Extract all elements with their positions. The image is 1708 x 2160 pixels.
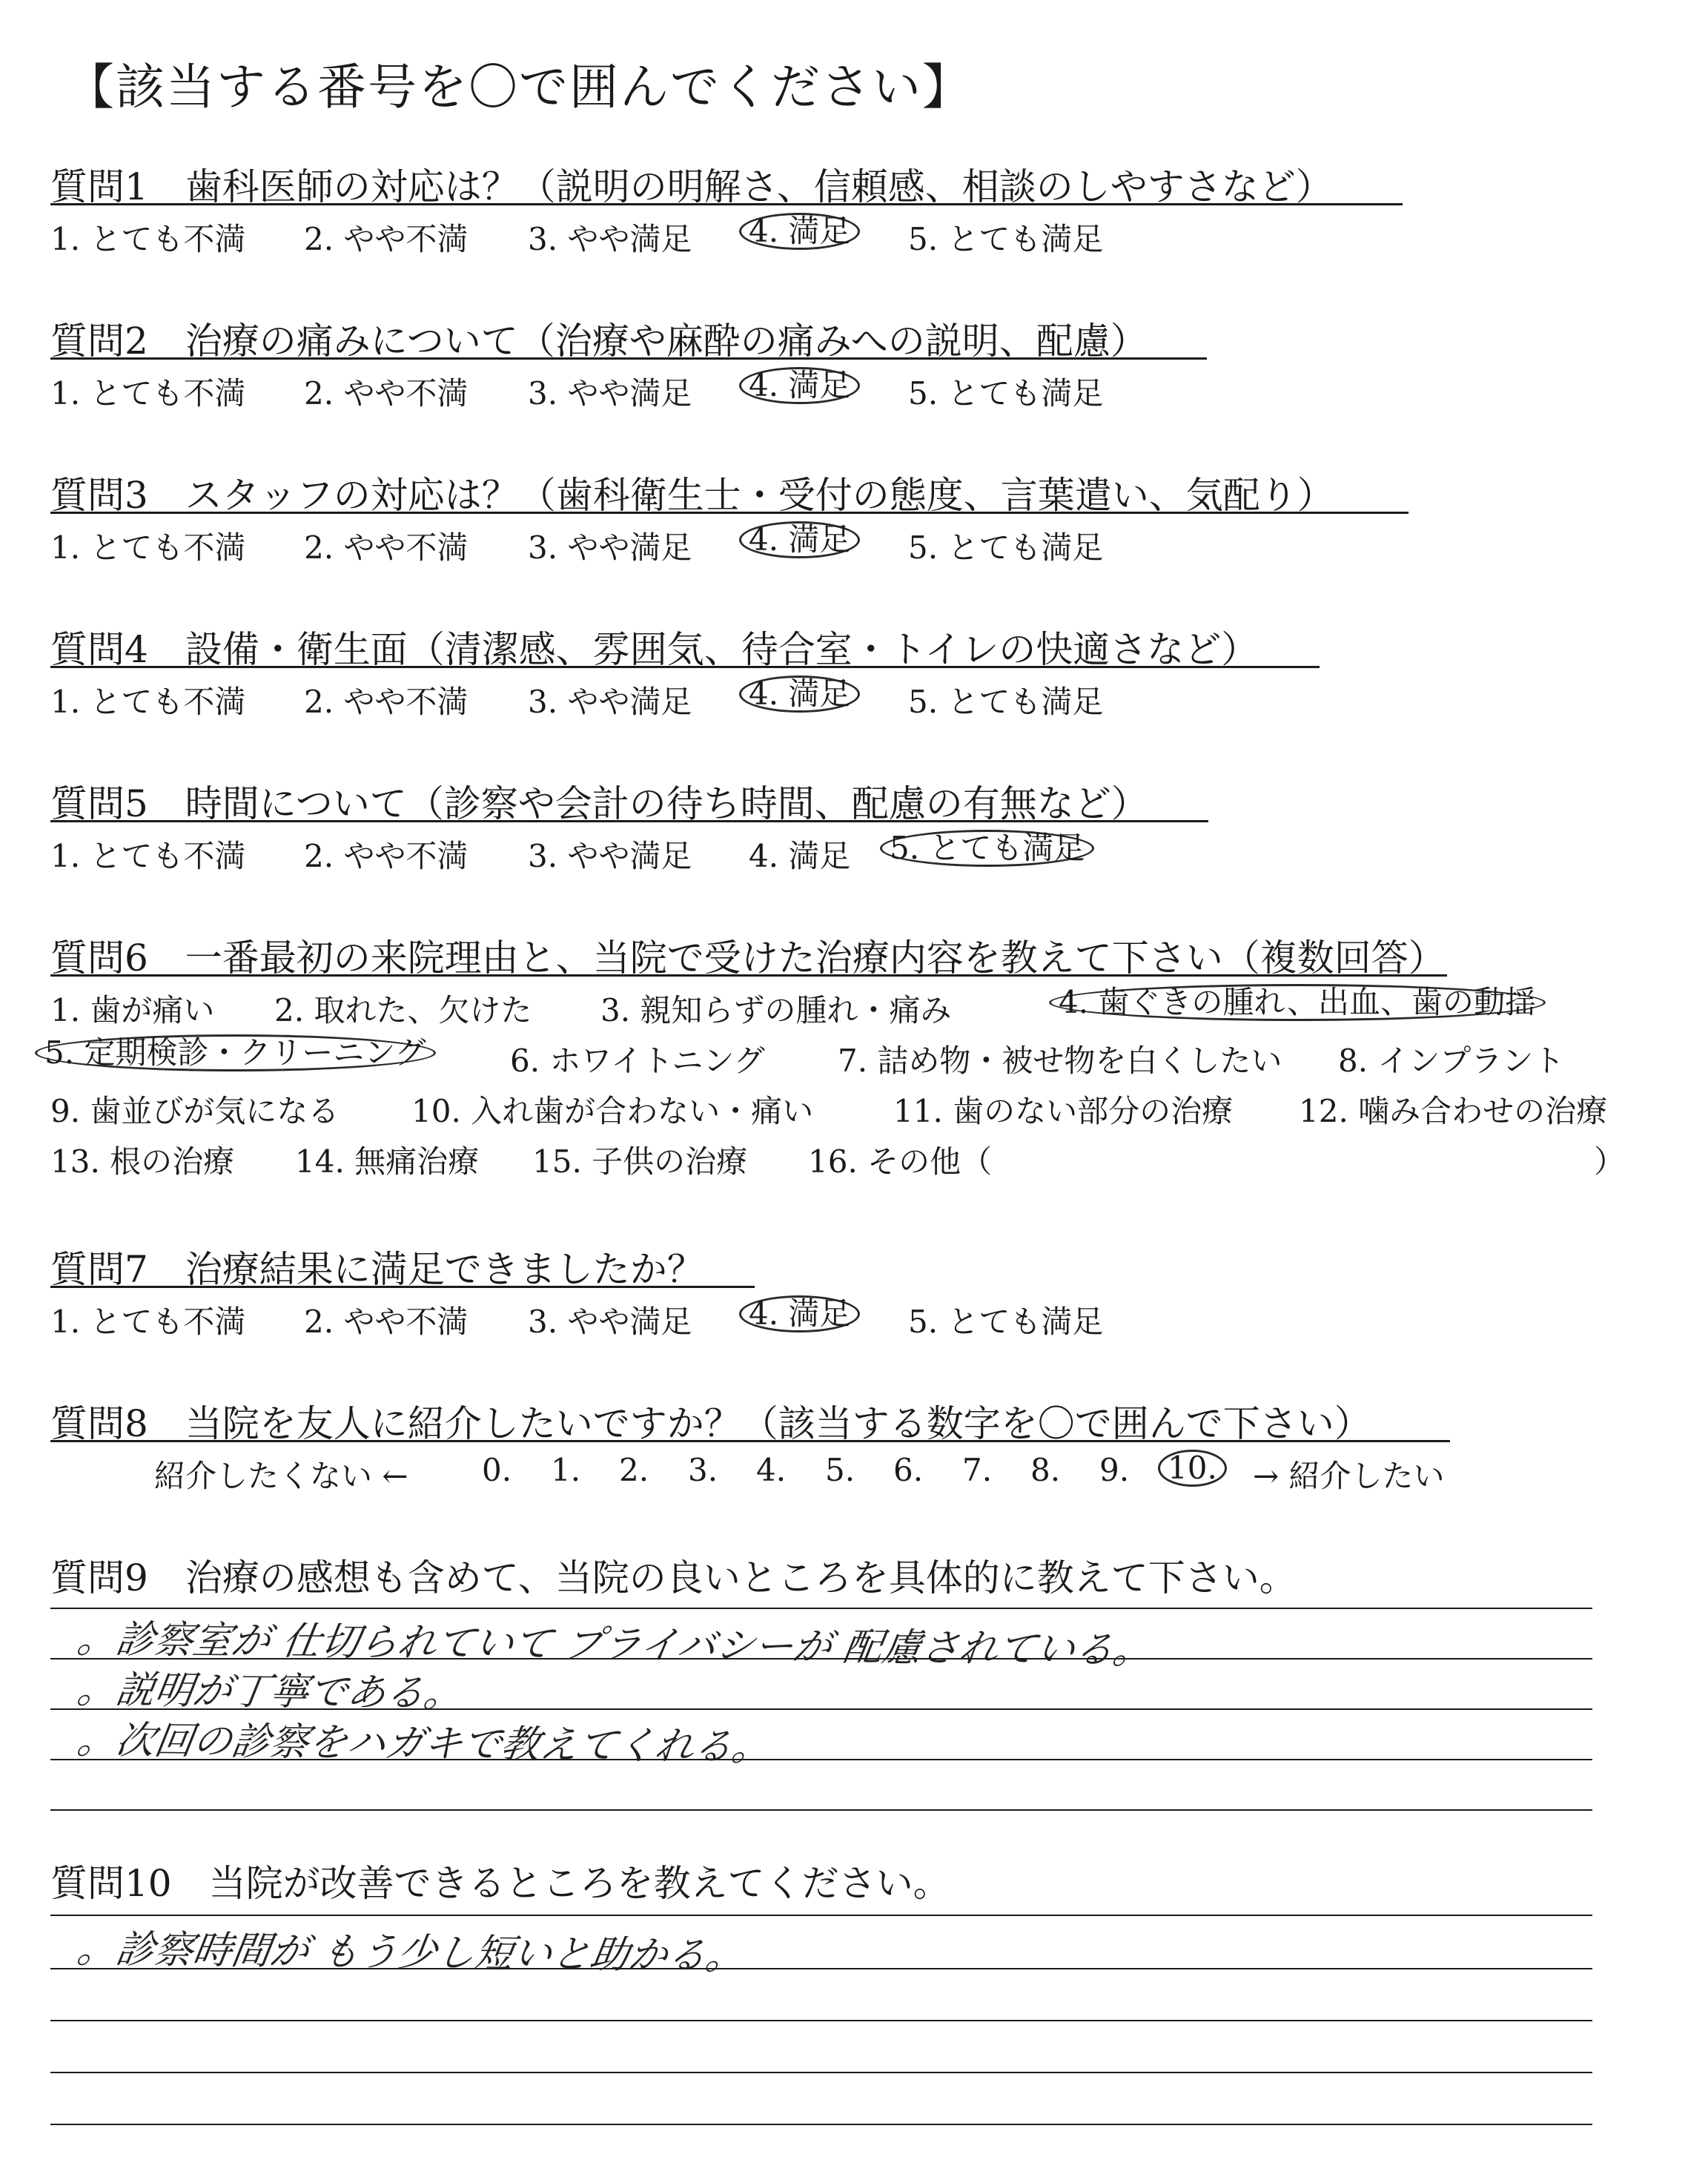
q7-option-4[interactable]: 4. 満足 bbox=[739, 1295, 860, 1332]
q5-option-3[interactable]: 3. やや満足 bbox=[528, 838, 692, 874]
q10-rule-3 bbox=[50, 2020, 1592, 2021]
q3-underline bbox=[50, 512, 1409, 514]
q1-option-3[interactable]: 3. やや満足 bbox=[528, 221, 692, 257]
q4-option-2[interactable]: 2. やや不満 bbox=[304, 684, 469, 720]
instruction-heading: 【該当する番号を〇で囲んでください】 bbox=[65, 59, 973, 116]
q8-scale-3[interactable]: 3. bbox=[688, 1452, 718, 1488]
q7-option-1[interactable]: 1. とても不満 bbox=[50, 1304, 246, 1340]
q2-heading: 質問2 治療の痛みについて（治療や麻酔の痛みへの説明、配慮） bbox=[50, 320, 1148, 363]
q5-underline bbox=[50, 820, 1208, 822]
q6-heading: 質問6 一番最初の来院理由と、当院で受けた治療内容を教えて下さい（複数回答） bbox=[50, 937, 1446, 980]
q7-option-5[interactable]: 5. とても満足 bbox=[908, 1304, 1104, 1340]
q5-heading: 質問5 時間について（診察や会計の待ち時間、配慮の有無など） bbox=[50, 782, 1148, 825]
q2-option-1[interactable]: 1. とても不満 bbox=[50, 375, 246, 412]
q6-option-4[interactable]: 4. 歯ぐきの腫れ、出血、歯の動揺 bbox=[1049, 984, 1546, 1021]
q8-scale-4[interactable]: 4. bbox=[756, 1452, 787, 1488]
q10-rule-4 bbox=[50, 2072, 1592, 2073]
q8-scale-10[interactable]: 10. bbox=[1158, 1450, 1227, 1487]
q4-option-5[interactable]: 5. とても満足 bbox=[908, 684, 1104, 720]
q8-heading: 質問8 当院を友人に紹介したいですか？（該当する数字を〇で囲んで下さい） bbox=[50, 1402, 1371, 1445]
q1-option-4[interactable]: 4. 満足 bbox=[739, 213, 860, 250]
q7-heading: 質問7 治療結果に満足できましたか？ bbox=[50, 1248, 704, 1291]
q6-option-5[interactable]: 5. 定期検診・クリーニング bbox=[35, 1034, 436, 1071]
q6-option-3[interactable]: 3. 親知らずの腫れ・痛み bbox=[600, 992, 952, 1028]
q6-option-14[interactable]: 14. 無痛治療 bbox=[295, 1143, 480, 1180]
q8-scale-1[interactable]: 1. bbox=[551, 1452, 581, 1488]
q8-scale-9[interactable]: 9. bbox=[1099, 1452, 1130, 1488]
q8-scale-7[interactable]: 7. bbox=[962, 1452, 993, 1488]
q9-answer-3: 。次回の診察をハガキで教えてくれる。 bbox=[74, 1718, 774, 1770]
q1-heading: 質問1 歯科医師の対応は？（説明の明解さ、信頼感、相談のしやすさなど） bbox=[50, 165, 1333, 208]
q5-option-4[interactable]: 4. 満足 bbox=[749, 838, 851, 874]
q10-rule-5 bbox=[50, 2124, 1592, 2125]
q2-option-2[interactable]: 2. やや不満 bbox=[304, 375, 469, 412]
q2-option-5[interactable]: 5. とても満足 bbox=[908, 375, 1104, 412]
q2-underline bbox=[50, 357, 1207, 360]
q10-heading: 質問10 当院が改善できるところを教えてください。 bbox=[50, 1862, 950, 1905]
q3-option-5[interactable]: 5. とても満足 bbox=[908, 529, 1104, 566]
q6-option-11[interactable]: 11. 歯のない部分の治療 bbox=[893, 1093, 1234, 1129]
q8-underline bbox=[50, 1440, 1450, 1442]
q8-left-label: 紹介したくない ← bbox=[154, 1458, 408, 1494]
q4-underline bbox=[50, 666, 1320, 668]
q8-right-label: → 紹介したい bbox=[1253, 1458, 1445, 1494]
q6-option-13[interactable]: 13. 根の治療 bbox=[50, 1143, 235, 1180]
q5-option-1[interactable]: 1. とても不満 bbox=[50, 838, 246, 874]
q9-rule-5 bbox=[50, 1809, 1592, 1811]
q6-option-12[interactable]: 12. 噛み合わせの治療 bbox=[1299, 1093, 1608, 1129]
q1-underline bbox=[50, 203, 1403, 205]
q5-option-2[interactable]: 2. やや不満 bbox=[304, 838, 469, 874]
q6-option-6[interactable]: 6. ホワイトニング bbox=[510, 1043, 765, 1079]
q6-option-10[interactable]: 10. 入れ歯が合わない・痛い bbox=[411, 1093, 814, 1129]
q7-option-2[interactable]: 2. やや不満 bbox=[304, 1304, 469, 1340]
q9-heading: 質問9 治療の感想も含めて、当院の良いところを具体的に教えて下さい。 bbox=[50, 1556, 1297, 1599]
q7-underline bbox=[50, 1286, 755, 1288]
q1-option-5[interactable]: 5. とても満足 bbox=[908, 221, 1104, 257]
q6-option-8[interactable]: 8. インプラント bbox=[1338, 1043, 1565, 1079]
q6-option-1[interactable]: 1. 歯が痛い bbox=[50, 992, 215, 1028]
q8-scale-0[interactable]: 0. bbox=[482, 1452, 512, 1488]
q4-heading: 質問4 設備・衛生面（清潔感、雰囲気、待合室・トイレの快適さなど） bbox=[50, 628, 1259, 671]
q6-option-16[interactable]: 16. その他（ bbox=[808, 1143, 993, 1180]
q4-option-1[interactable]: 1. とても不満 bbox=[50, 684, 246, 720]
q6-option-15[interactable]: 15. 子供の治療 bbox=[532, 1143, 748, 1180]
q3-option-4[interactable]: 4. 満足 bbox=[739, 521, 860, 558]
q6-other-close-paren: ） bbox=[1594, 1143, 1626, 1180]
q2-option-4[interactable]: 4. 満足 bbox=[739, 367, 860, 404]
q9-rule-3 bbox=[50, 1708, 1592, 1710]
q10-answer-1: 。診察時間が もう少し短いと助かる。 bbox=[74, 1927, 748, 1979]
q3-option-1[interactable]: 1. とても不満 bbox=[50, 529, 246, 566]
q6-underline bbox=[50, 974, 1447, 977]
q10-rule-2 bbox=[50, 1968, 1592, 1969]
q1-option-1[interactable]: 1. とても不満 bbox=[50, 221, 246, 257]
q4-option-4[interactable]: 4. 満足 bbox=[739, 676, 860, 713]
q9-answer-2: 。説明が丁寧である。 bbox=[74, 1668, 466, 1717]
q6-option-7[interactable]: 7. 詰め物・被せ物を白くしたい bbox=[838, 1043, 1282, 1079]
q6-option-2[interactable]: 2. 取れた、欠けた bbox=[274, 992, 532, 1028]
q8-scale-8[interactable]: 8. bbox=[1030, 1452, 1061, 1488]
q7-option-3[interactable]: 3. やや満足 bbox=[528, 1304, 692, 1340]
q3-option-3[interactable]: 3. やや満足 bbox=[528, 529, 692, 566]
q10-rule-1 bbox=[50, 1915, 1592, 1916]
q9-rule-1 bbox=[50, 1608, 1592, 1609]
q4-option-3[interactable]: 3. やや満足 bbox=[528, 684, 692, 720]
q3-option-2[interactable]: 2. やや不満 bbox=[304, 529, 469, 566]
q2-option-3[interactable]: 3. やや満足 bbox=[528, 375, 692, 412]
q5-option-5[interactable]: 5. とても満足 bbox=[880, 830, 1094, 867]
q9-answer-1: 。診察室が 仕切られていて プライバシーが 配慮されている。 bbox=[74, 1617, 1156, 1674]
q8-scale-2[interactable]: 2. bbox=[619, 1452, 649, 1488]
q3-heading: 質問3 スタッフの対応は？（歯科衛生士・受付の態度、言葉遣い、気配り） bbox=[50, 474, 1334, 517]
q9-rule-2 bbox=[50, 1658, 1592, 1659]
q9-rule-4 bbox=[50, 1759, 1592, 1760]
q8-scale-5[interactable]: 5. bbox=[825, 1452, 855, 1488]
q6-option-9[interactable]: 9. 歯並びが気になる bbox=[50, 1093, 340, 1129]
q8-scale-6[interactable]: 6. bbox=[893, 1452, 924, 1488]
q1-option-2[interactable]: 2. やや不満 bbox=[304, 221, 469, 257]
